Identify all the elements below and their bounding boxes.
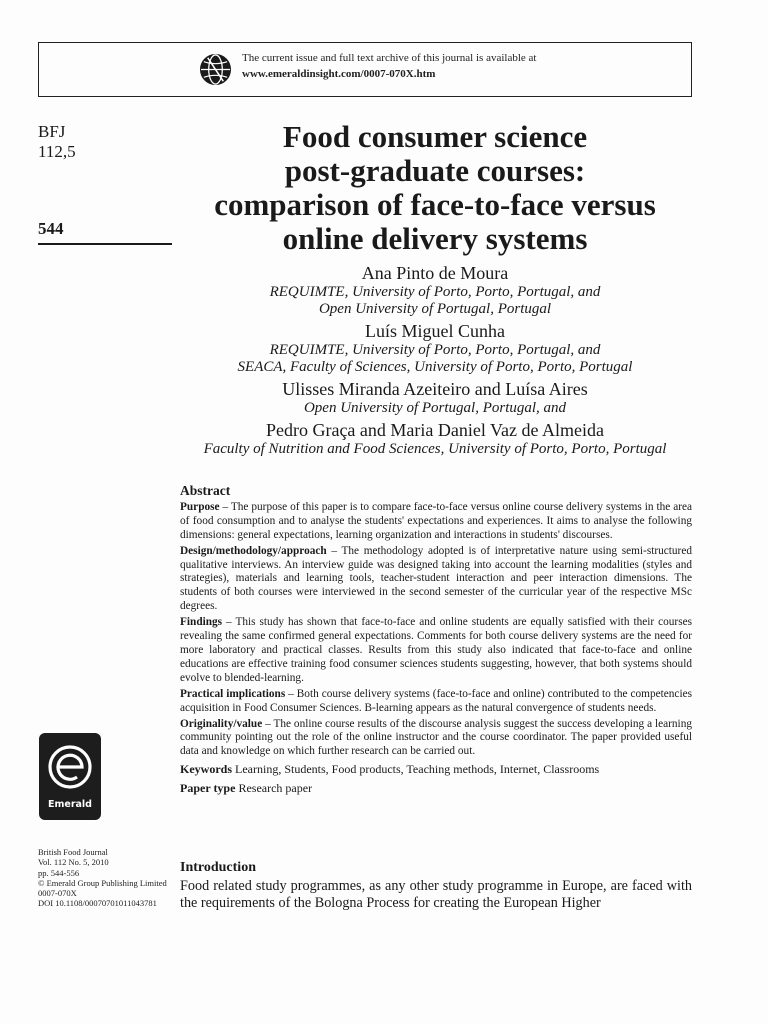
abstract [180,484,692,795]
journal-access-banner [38,42,692,97]
citation-line: British Food Journal [38,847,108,857]
author-names: Ulisses Miranda Azeiteiro and Luísa Aires [282,379,588,399]
abstract-section-text: – The purpose of this paper is to compare face-to-face versus online course delivery systems in the area of food consumption and to analyse the students' expectations and experiences. It aims to analyse the following dimensions: general expectations, learning organization and interactions in students' discourses. [180,500,692,541]
author-names: Pedro Graça and Maria Daniel Vaz de Almeida [265,420,605,440]
title-line: online delivery systems [282,221,588,256]
author-names: Luís Miguel Cunha [365,321,505,341]
author-list [172,262,698,460]
emerald-logo-icon [39,733,101,820]
abstract-purpose [180,501,692,543]
abstract-section-text: – This study has shown that face-to-face and online students are equally satisfied with their courses revealing the same confirmed general expectations. Comments for both course delivery systems are the need for more laboratory and practical classes. Results from this study also indicated that face-to-face and online educations are effective training food consumer sciences students suggesting, however, that both systems should evolve to blended-learning. [180,616,692,684]
emerald-logo-word: Emerald [48,799,92,810]
introduction-text: Food related study programmes, as any other study programme in Europe, are faced with the requirements of the Bologna Process for creating the European Higher [180,878,692,911]
abstract-section-label: Design/methodology/approach [180,544,327,557]
journal-citation [38,847,167,909]
abstract-section-text: – The methodology adopted is of interpretative nature using semi-structured qualitative interviews. An interview guide was designed taking into account the learning modalities (styles and strategies), materials and learning tools, teacher-student interaction and peer interaction dimensions. The students of both courses were interviewed in the second semester of the curricular year of the respective MSc degrees. [180,544,692,613]
abstract-section-label: Findings [180,616,223,629]
author-affiliation: SEACA, Faculty of Sciences, University of Porto, Porto, Portugal [237,359,633,375]
citation-line: DOI 10.1108/00070701011043781 [38,898,157,909]
author-group [172,419,698,458]
author-affiliation: Open University of Portugal, Portugal [318,301,552,317]
paper-type [180,781,692,795]
paper-type-text: Research paper [235,781,313,796]
abstract-section-label: Practical implications [180,687,286,700]
abstract-practical-implications [180,688,692,716]
abstract-section-text: – The online course results of the discourse analysis suggest the success developing a learning community pointing out the role of the online instructor and the course coordinator. The paper provided useful data and knowledge on which further research can be carried out. [180,717,692,758]
title-line: comparison of face-to-face versus [214,187,656,222]
title-line: post-graduate courses: [284,153,586,188]
introduction-heading: Introduction [180,860,256,875]
author-affiliation: REQUIMTE, University of Porto, Porto, Portugal, and [269,342,601,358]
paper-title [172,120,698,256]
citation-line: pp. 544-556 [38,867,80,878]
keywords [180,762,692,776]
citation-line: 0007-070X [38,888,77,899]
author-affiliation: Open University of Portugal, Portugal, and [303,400,567,416]
abstract-design [180,545,692,615]
globe-icon [199,53,232,86]
citation-line: Vol. 112 No. 5, 2010 [38,857,109,868]
author-group [172,262,698,318]
page-number: 544 [38,219,64,238]
author-names: Ana Pinto de Moura [361,263,509,283]
abstract-section-text: – Both course delivery systems (face-to-face and online) contributed to the competencies acquisition in Food Consumer Sciences. B-learning appears as the natural convergence of students needs. [180,687,692,714]
abstract-section-label: Originality/value [180,717,263,730]
keywords-text: Learning, Students, Food products, Teaching methods, Internet, Classrooms [232,762,600,777]
author-affiliation: Faculty of Nutrition and Food Sciences, University of Porto, Porto, Portugal [203,441,667,457]
paper-type-label: Paper type [180,781,236,796]
banner-availability-text: The current issue and full text archive of this journal is available at [242,52,537,64]
author-affiliation: REQUIMTE, University of Porto, Porto, Portugal, and [269,284,601,300]
page-number-rule [38,243,172,245]
abstract-findings [180,616,692,686]
citation-line: © Emerald Group Publishing Limited [38,877,167,888]
author-group [172,378,698,417]
keywords-label: Keywords [180,762,232,777]
banner-url-link[interactable]: www.emeraldinsight.com/0007-070X.htm [242,68,436,80]
emerald-e-icon [39,737,101,799]
abstract-section-label: Purpose [180,500,220,513]
title-line: Food consumer science [282,119,588,154]
journal-volume: 112,5 [38,142,76,161]
journal-abbreviation: BFJ [38,122,66,141]
author-group [172,320,698,376]
abstract-originality [180,718,692,760]
abstract-heading: Abstract [180,483,231,498]
